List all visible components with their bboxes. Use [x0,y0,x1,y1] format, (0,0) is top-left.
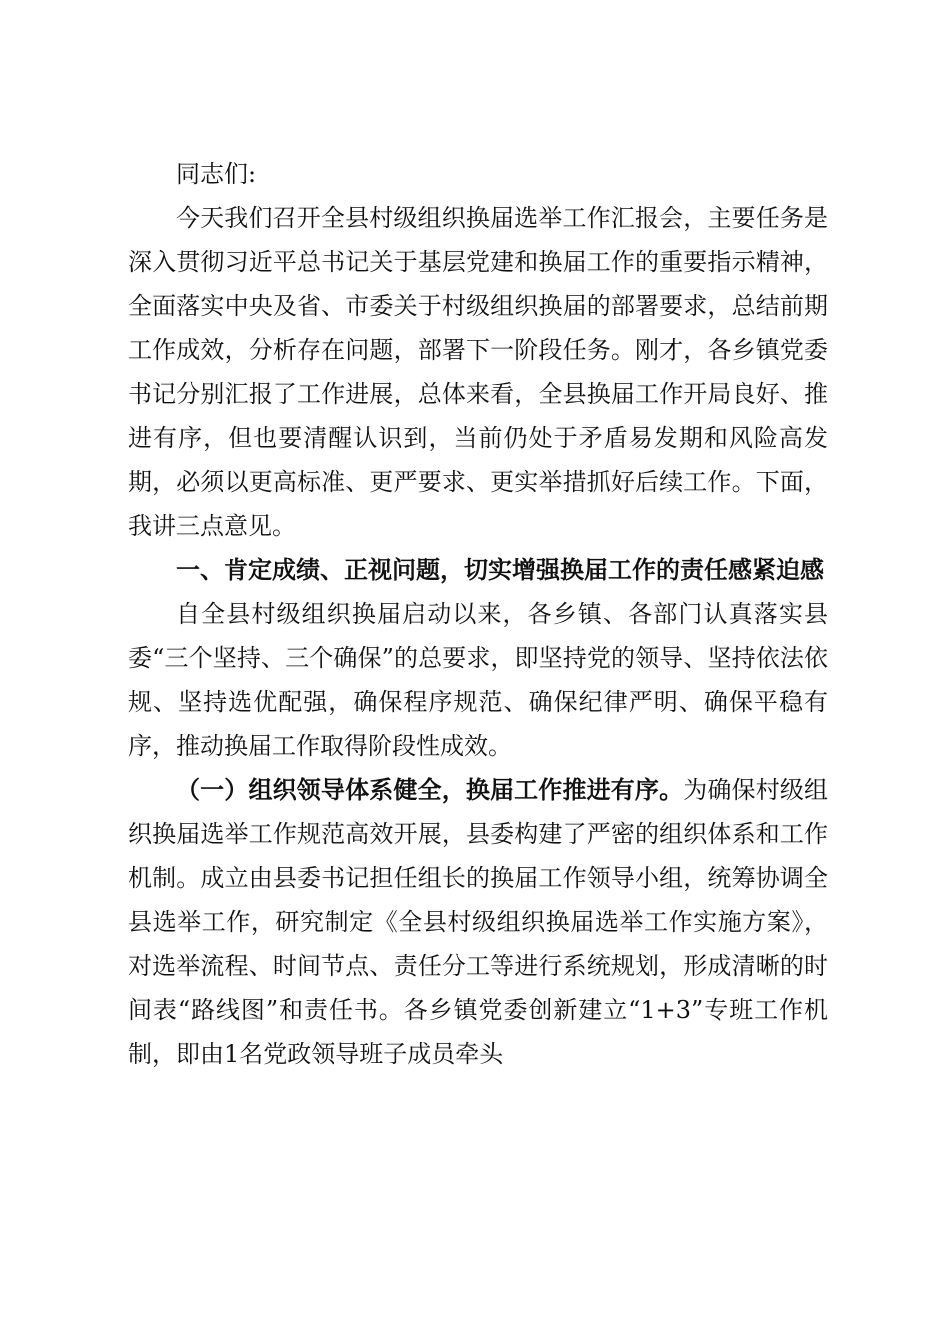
intro-paragraph: 今天我们召开全县村级组织换届选举工作汇报会，主要任务是深入贯彻习近平总书记关于基层党建和换届工作的重要指示精神，全面落实中央及省、市委关于村级组织换届的部署要求，总结前期工作成效，分析存在问题，部署下一阶段任务。刚才，各乡镇党委书记分别汇报了工作进展，总体来看，全县换届工作开局良好、推进有序，但也要清醒认识到，当前仍处于矛盾易发期和风险高发期，必须以更高标准、更严要求、更实举措抓好后续工作。下面，我讲三点意见。 [128,204,828,540]
document-body [128,152,828,1076]
section-heading-1: 一、肯定成绩、正视问题，切实增强换届工作的责任感紧迫感 [176,555,824,584]
subsection-1-paragraph [128,768,828,1076]
greeting: 同志们: [176,160,257,188]
subsection-heading-1: （一）组织领导体系健全，换届工作推进有序。 [176,775,684,804]
section-1-paragraph: 自全县村级组织换届启动以来，各乡镇、各部门认真落实县委“三个坚持、三个确保”的总要求，即坚持党的领导、坚持依法依规、坚持选优配强，确保程序规范、确保纪律严明、确保平稳有序，推动换届工作取得阶段性成效。 [128,600,828,760]
subsection-1-body: 为确保村级组织换届选举工作规范高效开展，县委构建了严密的组织体系和工作机制。成立由县委书记担任组长的换届工作领导小组，统筹协调全县选举工作，研究制定《全县村级组织换届选举工作实施方案》，对选举流程、时间节点、责任分工等进行系统规划，形成清晰的时间表“路线图”和责任书。各乡镇党委创新建立“1+3”专班工作机制，即由1名党政领导班子成员牵头 [128,776,829,1068]
